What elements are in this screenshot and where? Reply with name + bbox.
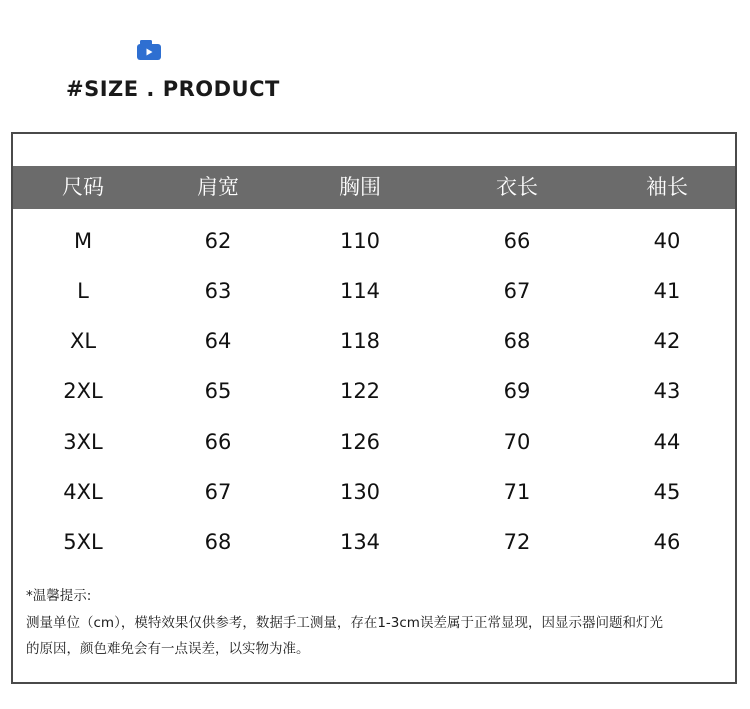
cell-size: XL: [69, 329, 97, 353]
cell-chest: 130: [339, 480, 381, 504]
video-folder-icon: [136, 39, 162, 61]
section-title: #SIZE . PRODUCT: [66, 77, 280, 101]
cell-sleeve: 42: [653, 329, 681, 353]
cell-length: 69: [503, 379, 531, 403]
cell-length: 70: [503, 430, 531, 454]
cell-length: 71: [503, 480, 531, 504]
table-header-row: [13, 166, 735, 209]
cell-sleeve: 46: [653, 530, 681, 554]
cell-chest: 134: [339, 530, 381, 554]
cell-chest: 122: [339, 379, 381, 403]
table-row: [13, 316, 735, 366]
table-row: [13, 517, 735, 567]
cell-length: 72: [503, 530, 531, 554]
cell-chest: 118: [339, 329, 381, 353]
cell-sleeve: 45: [653, 480, 681, 504]
cell-size: 4XL: [63, 480, 103, 504]
header-chest: 胸围: [339, 175, 381, 199]
table-row: [13, 417, 735, 467]
cell-shoulder: 64: [204, 329, 232, 353]
cell-chest: 126: [339, 430, 381, 454]
cell-shoulder: 66: [204, 430, 232, 454]
table-row: [13, 366, 735, 416]
cell-sleeve: 40: [653, 229, 681, 253]
cell-shoulder: 67: [204, 480, 232, 504]
cell-size: 3XL: [63, 430, 103, 454]
cell-shoulder: 65: [204, 379, 232, 403]
cell-size: M: [73, 229, 93, 253]
cell-shoulder: 68: [204, 530, 232, 554]
cell-sleeve: 44: [653, 430, 681, 454]
cell-length: 68: [503, 329, 531, 353]
header-size: 尺码: [62, 175, 104, 199]
header-sleeve: 袖长: [646, 175, 688, 199]
size-table-frame: [11, 132, 737, 684]
cell-size: L: [77, 279, 89, 303]
cell-size: 2XL: [63, 379, 103, 403]
note-line-1: 测量单位（cm），模特效果仅供参考，数据手工测量，存在1-3cm误差属于正常显现，因显示器问题和灯光: [26, 615, 663, 631]
cell-sleeve: 41: [653, 279, 681, 303]
cell-chest: 110: [339, 229, 381, 253]
cell-shoulder: 62: [204, 229, 232, 253]
table-row: [13, 266, 735, 316]
header-shoulder: 肩宽: [197, 175, 239, 199]
note-title: *温馨提示:: [26, 588, 92, 604]
cell-chest: 114: [339, 279, 381, 303]
note-line-2: 的原因，颜色难免会有一点误差，以实物为准。: [26, 641, 310, 657]
header-length: 衣长: [496, 175, 538, 199]
table-row: [13, 216, 735, 266]
table-row: [13, 467, 735, 517]
cell-length: 66: [503, 229, 531, 253]
cell-sleeve: 43: [653, 379, 681, 403]
cell-length: 67: [503, 279, 531, 303]
cell-shoulder: 63: [204, 279, 232, 303]
cell-size: 5XL: [63, 530, 103, 554]
